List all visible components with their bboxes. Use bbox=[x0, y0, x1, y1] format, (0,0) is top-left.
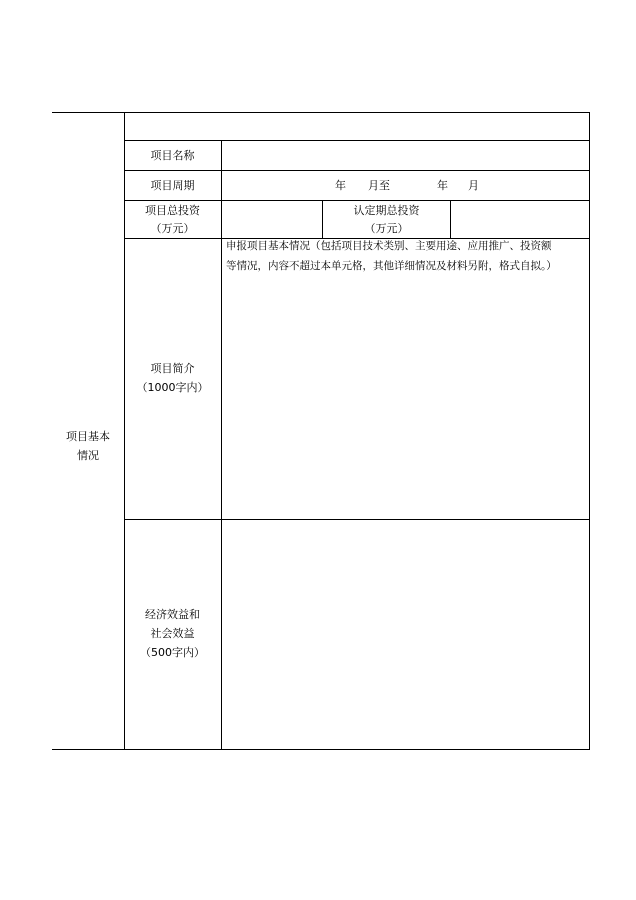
section-label-line1: 项目基本 bbox=[66, 430, 110, 443]
summary-label-line1: 项目简介 bbox=[150, 362, 195, 375]
section-label-line2: 情况 bbox=[77, 449, 99, 462]
approved-investment-field[interactable] bbox=[451, 201, 589, 238]
approved-investment-label-line2: （万元） bbox=[364, 222, 409, 235]
table-top-border bbox=[52, 112, 590, 113]
benefits-label-line3: （500字内） bbox=[140, 646, 205, 659]
period-end-year-unit: 年 bbox=[437, 179, 448, 192]
total-investment-label-line1: 项目总投资 bbox=[145, 204, 200, 217]
summary-label-line2: （1000字内） bbox=[136, 381, 209, 394]
period-start-month-unit: 月至 bbox=[368, 179, 390, 192]
summary-instruction-line1: 申报项目基本情况（包括项目技术类别、主要用途、应用推广、投资额 bbox=[226, 240, 552, 252]
project-name-label: 项目名称 bbox=[150, 149, 195, 162]
approved-investment-label-line1: 认定期总投资 bbox=[353, 204, 420, 217]
project-name-field[interactable] bbox=[222, 141, 589, 170]
project-period-field[interactable] bbox=[222, 171, 589, 200]
table-bottom-border bbox=[52, 749, 590, 750]
period-start-year-unit: 年 bbox=[335, 179, 346, 192]
benefits-label-line2: 社会效益 bbox=[150, 627, 195, 640]
benefits-field[interactable] bbox=[222, 520, 589, 749]
project-period-label: 项目周期 bbox=[150, 179, 195, 192]
total-investment-label-line2: （万元） bbox=[150, 222, 195, 235]
summary-field[interactable] bbox=[222, 239, 589, 519]
benefits-label-line1: 经济效益和 bbox=[145, 608, 200, 621]
period-end-month-unit: 月 bbox=[468, 179, 479, 192]
summary-instruction-line2: 等情况，内容不超过本单元格，其他详细情况及材料另附，格式自拟。） bbox=[226, 260, 557, 272]
total-investment-field[interactable] bbox=[222, 201, 322, 238]
table-right-border bbox=[589, 112, 590, 750]
